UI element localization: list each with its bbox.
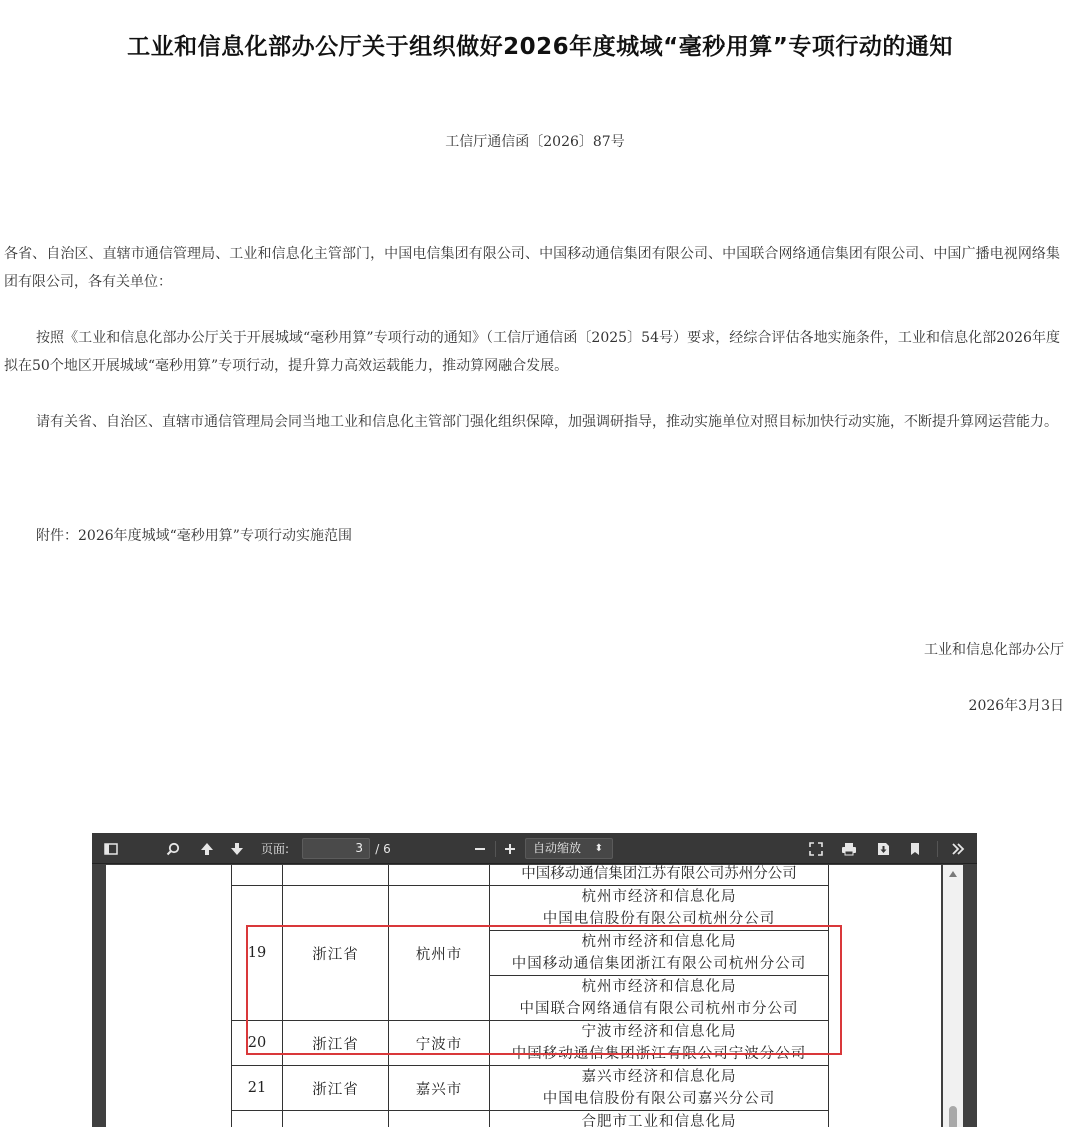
city-cell: 杭州市 [389, 886, 490, 1021]
pdf-page-area[interactable] [92, 865, 977, 1127]
document-title: 工业和信息化部办公厅关于组织做好2026年度城域“毫秒用算”专项行动的通知 [127, 34, 953, 60]
zoom-in-icon[interactable] [499, 833, 521, 864]
bookmark-icon[interactable] [904, 833, 926, 864]
page-total: / 6 [375, 841, 391, 856]
document-number: 工信厅通信函〔2026〕87号 [445, 134, 625, 150]
table-row [232, 886, 829, 931]
zoom-select-value: 自动缩放 [533, 841, 582, 855]
pdf-page [106, 865, 941, 1127]
table-cell: 中国移动通信集团江苏有限公司苏州分公司 [490, 865, 829, 886]
print-icon[interactable] [838, 833, 860, 864]
paragraph-addressees: 各省、自治区、直辖市通信管理局、工业和信息化主管部门，中国电信集团有限公司、中国移动通信集团有限公司、中国联合网络通信集团有限公司、中国广播电视网络集团有限公司，各有关单位： [4, 246, 1060, 290]
paragraph-request: 请有关省、自治区、直辖市通信管理局会同当地工业和信息化主管部门强化组织保障，加强调研指导，推动实施单位对照目标加快行动实施，不断提升算网运营能力。 [36, 414, 1058, 430]
scrollbar[interactable] [943, 865, 963, 1127]
implementation-scope-table [231, 865, 829, 1127]
paragraph-basis: 按照《工业和信息化部办公厅关于开展城域“毫秒用算”专项行动的通知》（工信厅通信函〔2025〕54号）要求，经综合评估各地实施条件，工业和信息化部2026年度拟在50个地区开展城域“毫秒用算”专项行动，提升算力高效运载能力，推动算网融合发展。 [4, 330, 1060, 374]
table-row [232, 1066, 829, 1111]
province-cell: 浙江省 [283, 1066, 389, 1111]
signature-date: 2026年3月3日 [968, 698, 1064, 714]
zoom-out-icon[interactable] [469, 833, 491, 864]
table-row [232, 1021, 829, 1066]
unit-cell: 宁波市经济和信息化局 中国移动通信集团浙江有限公司宁波分公司 [490, 1021, 829, 1066]
unit-cell: 杭州市经济和信息化局 中国电信股份有限公司杭州分公司 [490, 886, 829, 931]
table-row [232, 865, 829, 886]
sidebar-toggle-icon[interactable] [100, 833, 122, 864]
unit-cell: 杭州市经济和信息化局 中国移动通信集团浙江有限公司杭州分公司 [490, 931, 829, 976]
arrow-up-icon[interactable] [196, 833, 218, 864]
unit-cell: 嘉兴市经济和信息化局 中国电信股份有限公司嘉兴分公司 [490, 1066, 829, 1111]
table-cell: 合肥市工业和信息化局 [490, 1111, 829, 1127]
pdf-viewer [92, 833, 977, 1127]
page-number-input[interactable]: 3 [302, 838, 370, 859]
search-icon[interactable] [162, 833, 184, 864]
fullscreen-icon[interactable] [805, 833, 827, 864]
arrow-down-icon[interactable] [226, 833, 248, 864]
download-icon[interactable] [872, 833, 894, 864]
scroll-up-icon[interactable] [949, 871, 957, 877]
signature: 工业和信息化部办公厅 [924, 642, 1064, 658]
table-row [232, 1111, 829, 1127]
page-label: 页面: [260, 842, 290, 856]
zoom-select[interactable] [525, 838, 613, 859]
row-number: 20 [232, 1021, 283, 1066]
pdf-toolbar [92, 833, 977, 864]
attachment-line: 附件：2026年度城域“毫秒用算”专项行动实施范围 [36, 528, 352, 544]
select-arrows-icon: ⬍ [594, 843, 603, 854]
province-cell: 浙江省 [283, 886, 389, 1021]
more-tools-icon[interactable] [945, 833, 971, 864]
row-number: 21 [232, 1066, 283, 1111]
province-cell: 浙江省 [283, 1021, 389, 1066]
city-cell: 嘉兴市 [389, 1066, 490, 1111]
scroll-thumb[interactable] [949, 1106, 957, 1127]
city-cell: 宁波市 [389, 1021, 490, 1066]
unit-cell: 杭州市经济和信息化局 中国联合网络通信有限公司杭州市分公司 [490, 976, 829, 1021]
row-number: 19 [232, 886, 283, 1021]
